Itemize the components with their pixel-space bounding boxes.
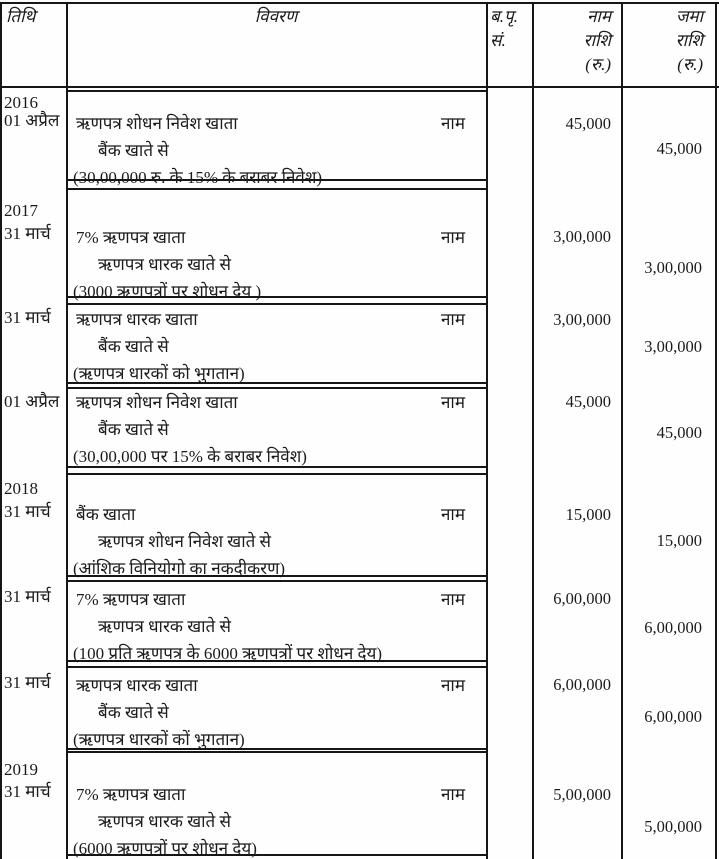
credit-account: बैंक खाते से	[98, 337, 169, 356]
narration: (30,00,000 रु. के 15% के बराबर निवेश)	[73, 168, 323, 187]
debit-account: 7% ऋणपत्र खाता	[76, 228, 186, 247]
entry-date: 01 अप्रैल	[4, 392, 60, 411]
entry-box	[66, 387, 488, 468]
header-credit-line2: राशि	[675, 31, 703, 50]
debit-label: नाम	[440, 676, 465, 695]
credit-account: बैंक खाते से	[98, 420, 169, 439]
debit-account: 7% ऋणपत्र खाता	[76, 785, 186, 804]
credit-account: ऋणपत्र धारक खाते से	[98, 812, 231, 831]
entry-box	[66, 473, 488, 577]
debit-amount: 45,000	[565, 114, 611, 133]
credit-amount: 3,00,000	[644, 337, 702, 356]
debit-amount: 15,000	[565, 505, 611, 524]
entry-year: 2017	[4, 201, 38, 220]
entry-date: 31 मार्च	[4, 782, 51, 801]
entry-date: 31 मार्च	[4, 308, 51, 327]
header-lf-line2: सं.	[490, 31, 506, 50]
entry-date: 31 मार्च	[4, 587, 51, 606]
entry-date: 31 मार्च	[4, 673, 51, 692]
credit-amount: 3,00,000	[644, 258, 702, 277]
debit-amount: 6,00,000	[553, 675, 611, 694]
entry-date: 31 मार्च	[4, 502, 51, 521]
credit-account: ऋणपत्र शोधन निवेश खाते से	[98, 532, 272, 551]
header-debit-line1: नाम	[586, 7, 611, 26]
debit-label: नाम	[440, 114, 465, 133]
debit-amount: 3,00,000	[553, 310, 611, 329]
debit-account: ऋणपत्र धारक खाता	[76, 676, 198, 695]
credit-amount: 5,00,000	[644, 817, 702, 836]
header-date-column: तिथि	[6, 7, 36, 26]
entry-box	[66, 580, 488, 662]
narration: (ऋणपत्र धारकों कों भुगतान)	[73, 730, 245, 749]
narration: (ऋणपत्र धारकों को भुगतान)	[73, 364, 245, 383]
credit-amount: 15,000	[656, 531, 702, 550]
header-credit-line3: (रु.)	[677, 55, 703, 74]
header-particulars-column: विवरण	[254, 7, 298, 26]
header-debit-line3: (रु.)	[585, 55, 611, 74]
entry-box	[66, 90, 488, 187]
credit-account: ऋणपत्र धारक खाते से	[98, 255, 231, 274]
entry-year: 2016	[4, 93, 38, 112]
debit-label: नाम	[440, 310, 465, 329]
entry-box	[66, 751, 488, 856]
debit-amount: 5,00,000	[553, 785, 611, 804]
header-lf-line1: ब.पृ.	[490, 7, 518, 26]
entry-date: 01 अप्रैल	[4, 111, 60, 130]
entry-date: 31 मार्च	[4, 224, 51, 243]
credit-account: बैंक खाते से	[98, 703, 169, 722]
narration: (3000 ऋणपत्रों पर शोधन देय )	[73, 282, 262, 301]
table-left-border	[0, 2, 2, 859]
debit-account: बैंक खाता	[76, 505, 136, 524]
credit-amount: 6,00,000	[644, 618, 702, 637]
debit-amount: 3,00,000	[553, 227, 611, 246]
header-credit-line1: जमा	[675, 7, 703, 26]
entry-year: 2018	[4, 479, 38, 498]
entry-box	[66, 303, 488, 384]
narration: (6000 ऋणपत्रों पर शोधन देय)	[73, 839, 257, 858]
column-divider-debit	[621, 2, 623, 859]
narration: (30,00,000 पर 15% के बराबर निवेश)	[73, 447, 307, 466]
entry-box	[66, 188, 488, 301]
debit-account: ऋणपत्र धारक खाता	[76, 310, 198, 329]
debit-account: ऋणपत्र शोधन निवेश खाता	[76, 114, 238, 133]
debit-label: नाम	[440, 393, 465, 412]
credit-account: ऋणपत्र धारक खाते से	[98, 617, 231, 636]
debit-label: नाम	[440, 590, 465, 609]
debit-amount: 6,00,000	[553, 589, 611, 608]
debit-label: नाम	[440, 505, 465, 524]
narration: (100 प्रति ऋणपत्र के 6000 ऋणपत्रों पर शोधन देय)	[73, 644, 383, 663]
table-top-border	[0, 2, 719, 4]
credit-amount: 6,00,000	[644, 707, 702, 726]
entry-year: 2019	[4, 760, 38, 779]
debit-account: ऋणपत्र शोधन निवेश खाता	[76, 393, 238, 412]
header-debit-line2: राशि	[583, 31, 611, 50]
header-separator-line	[0, 86, 719, 88]
credit-amount: 45,000	[656, 423, 702, 442]
debit-label: नाम	[440, 785, 465, 804]
debit-label: नाम	[440, 228, 465, 247]
credit-amount: 45,000	[656, 139, 702, 158]
entry-box	[66, 666, 488, 750]
debit-account: 7% ऋणपत्र खाता	[76, 590, 186, 609]
narration: (आंशिक विनियोगो का नकदीकरण)	[73, 559, 286, 578]
debit-amount: 45,000	[565, 392, 611, 411]
credit-account: बैंक खाते से	[98, 141, 169, 160]
table-right-border	[715, 2, 717, 859]
